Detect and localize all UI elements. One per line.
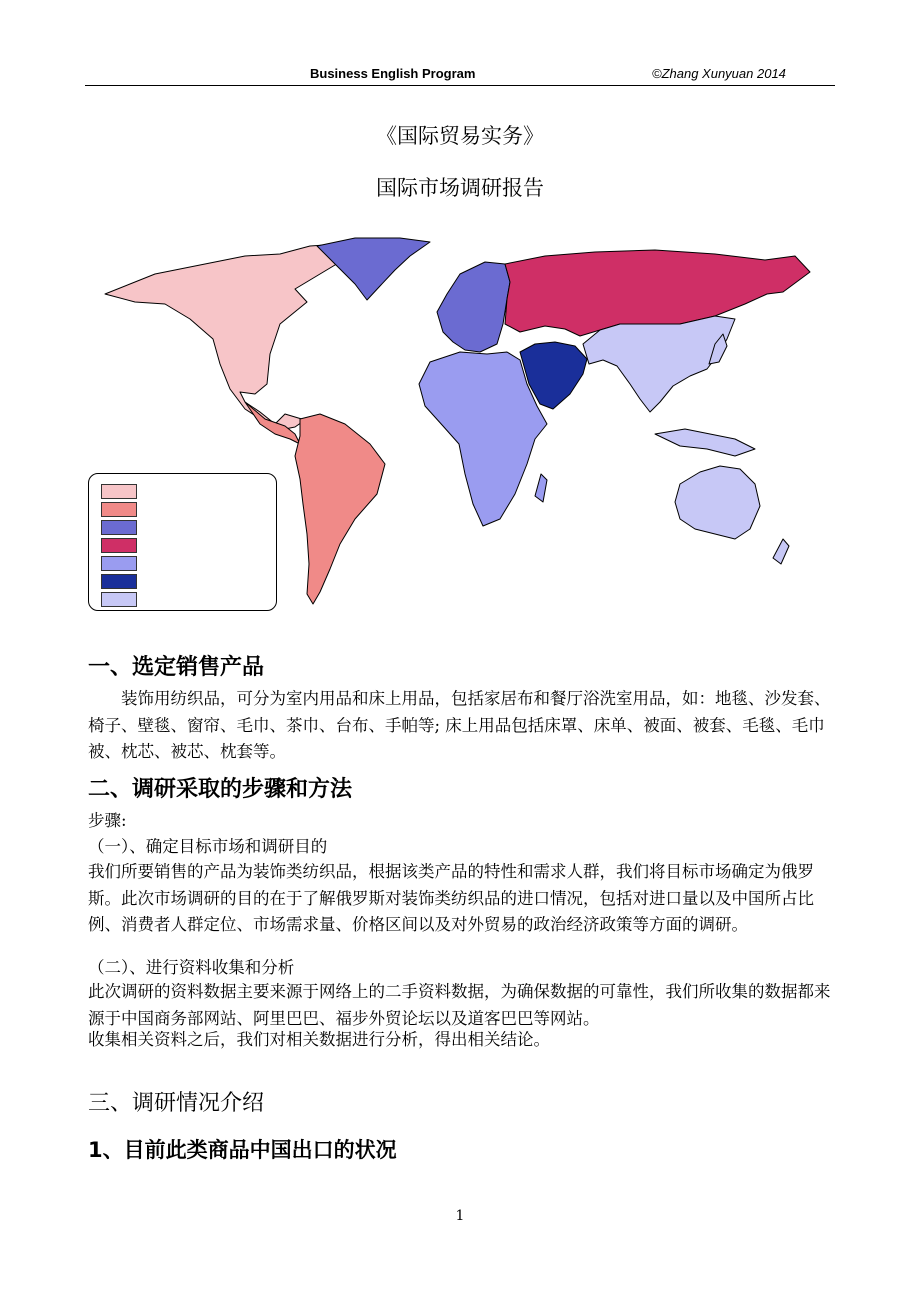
legend-swatch bbox=[101, 574, 137, 589]
legend-swatch bbox=[101, 556, 137, 571]
legend-swatch bbox=[101, 502, 137, 517]
region-se-asia-islands bbox=[655, 429, 755, 456]
header-divider bbox=[85, 85, 835, 86]
section1-heading: 一、选定销售产品 bbox=[88, 655, 265, 680]
region-asia bbox=[583, 316, 735, 412]
course-title: 《国际贸易实务》 bbox=[376, 124, 544, 148]
legend-swatch bbox=[101, 538, 137, 553]
step2-body: 此次调研的资料数据主要来源于网络上的二手资料数据，为确保数据的可靠性，我们所收集的数据都来源于中国商务部网站、阿里巴巴、福步外贸论坛以及道客巴巴等网站。 bbox=[88, 982, 831, 1028]
section3-sub1: 1、目前此类商品中国出口的状况 bbox=[88, 1138, 397, 1162]
region-australia bbox=[675, 466, 760, 539]
report-title: 国际市场调研报告 bbox=[376, 176, 544, 200]
step1-title: （一）、确定目标市场和调研目的 bbox=[88, 837, 328, 856]
region-greenland bbox=[317, 238, 430, 300]
legend-swatch bbox=[101, 520, 137, 535]
header-program: Business English Program bbox=[310, 66, 476, 81]
section2-heading: 二、调研采取的步骤和方法 bbox=[88, 777, 353, 802]
region-europe bbox=[437, 262, 510, 352]
region-new-zealand bbox=[773, 539, 789, 564]
map-legend bbox=[88, 473, 277, 611]
step2-title: （二）、进行资料收集和分析 bbox=[88, 958, 295, 977]
step1-body: 我们所要销售的产品为装饰类纺织品，根据该类产品的特性和需求人群，我们将目标市场确定为俄罗斯。此次市场调研的目的在于了解俄罗斯对装饰类纺织品的进口情况，包括对进口量以及中国所占比例、消费者人群定位、市场需求量、价格区间以及对外贸易的政治经济政策等方面的调研。 bbox=[88, 862, 814, 934]
section1-body: 装饰用纺织品，可分为室内用品和床上用品，包括家居布和餐厅浴洗室用品，如：地毯、沙发套、椅子、壁毯、窗帘、毛巾、茶巾、台布、手帕等; 床上用品包括床罩、床单、被面、被套、毛毯、毛巾被、枕芯、被芯、枕套等。 bbox=[88, 689, 831, 761]
header-copyright: ©Zhang Xunyuan 2014 bbox=[652, 66, 786, 81]
step2-conclusion: 收集相关资料之后，我们对相关数据进行分析，得出相关结论。 bbox=[88, 1030, 550, 1049]
region-south-america bbox=[295, 414, 385, 604]
region-madagascar bbox=[535, 474, 547, 502]
legend-swatch bbox=[101, 484, 137, 499]
section3-heading: 三、调研情况介绍 bbox=[88, 1091, 265, 1116]
page-number: 1 bbox=[455, 1208, 465, 1224]
legend-swatch bbox=[101, 592, 137, 607]
steps-label: 步骤: bbox=[88, 811, 127, 830]
region-russia bbox=[505, 250, 810, 336]
region-north-america bbox=[105, 244, 345, 430]
